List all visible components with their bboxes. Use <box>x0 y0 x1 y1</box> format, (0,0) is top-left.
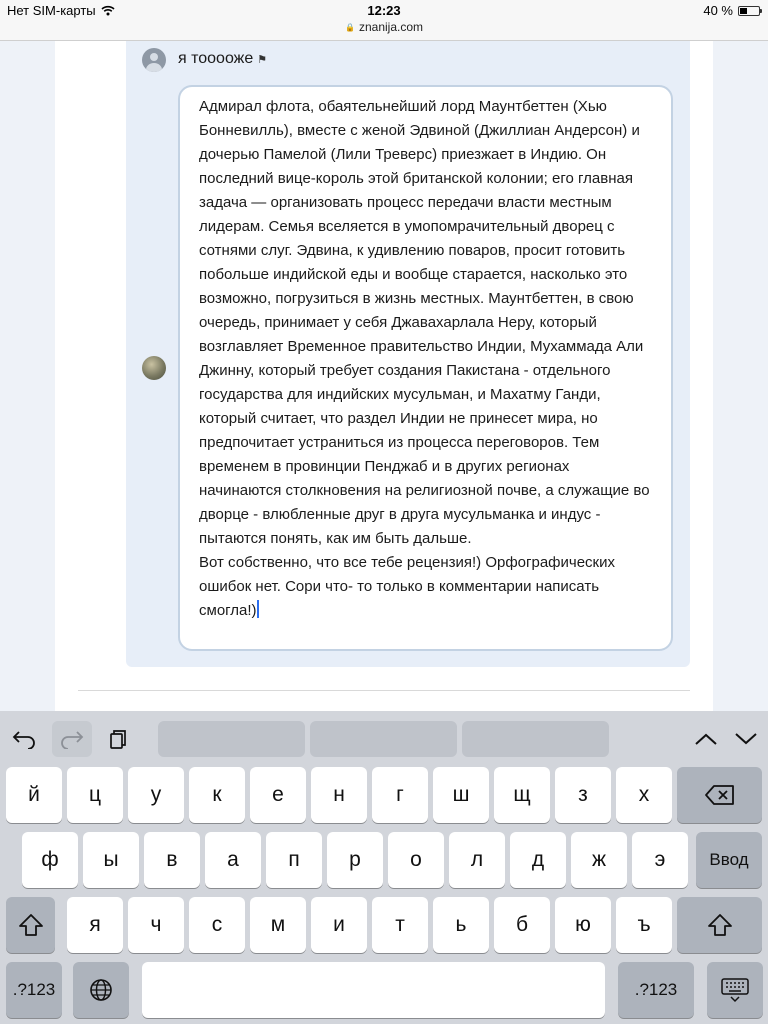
undo-icon[interactable] <box>6 721 42 757</box>
key-ц[interactable]: ц <box>67 767 123 823</box>
numbers-key-right-label: .?123 <box>634 980 678 999</box>
key-б[interactable]: б <box>494 897 550 953</box>
key-ь[interactable]: ь <box>433 897 489 953</box>
comment-paragraph-1: Адмирал флота, обаятельнейший лорд Маунтбеттен (Хью Бонневилль), вместе с женой Эдвиной (Джиллиан Андерсон) и дочерью Памелой (Лили Треверс) приезжает в Индию. Он последний вице-король этой британской колонии; его главная задача — организовать процесс передачи власти местным лидерам. Семья вселяется в умопомрачительный дворец с сотнями слуг. Эдвина, к удивлению поваров, просит готовить побольше индийской еды и вообще старается, насколько это возможно, погрузиться в жизнь местных. Маунтбеттен, в свою очередь, принимает у себя Джавахарлала Неру, который возглавляет Временное правительство Индии, Мухаммада Али Джинну, который требует создания Пакистана - отдельного государства для индийских мусульман, и Махатму Ганди, который считает, что раздел Индии не принесет мира, но предпочитает устраниться из процесса переговоров. Тем временем в провинции Пенджаб и в других регионах начинаются столкновения на религиозной почве, а служащие во дворце - влюбленные друг в друга мусульманка и индус - пытаются понять, как им быть дальше. <box>199 98 650 547</box>
key-д[interactable]: д <box>510 832 566 888</box>
username-text: я тооооже <box>178 50 254 67</box>
paste-icon[interactable] <box>98 721 138 757</box>
key-к[interactable]: к <box>189 767 245 823</box>
key-г[interactable]: г <box>372 767 428 823</box>
current-user-avatar <box>142 356 166 380</box>
enter-key-label: Ввод <box>709 850 749 869</box>
key-н[interactable]: н <box>311 767 367 823</box>
globe-icon[interactable] <box>73 962 129 1018</box>
comment-paragraph-2 <box>199 551 653 623</box>
clock: 12:23 <box>367 3 401 18</box>
url-bar[interactable] <box>0 20 768 34</box>
divider <box>78 690 690 691</box>
hide-keyboard-icon[interactable] <box>707 962 763 1018</box>
key-п[interactable]: п <box>266 832 322 888</box>
key-х[interactable]: х <box>616 767 672 823</box>
numbers-key-right[interactable] <box>618 962 694 1018</box>
text-caret <box>257 600 259 618</box>
suggestion-1[interactable] <box>158 721 305 757</box>
url-text: znanija.com <box>358 20 423 34</box>
enter-key[interactable] <box>696 832 762 888</box>
battery-fill <box>740 8 747 14</box>
key-в[interactable]: в <box>144 832 200 888</box>
key-с[interactable]: с <box>189 897 245 953</box>
key-ю[interactable]: ю <box>555 897 611 953</box>
numbers-key-left[interactable] <box>6 962 62 1018</box>
lock-icon: 🔒 <box>345 23 355 32</box>
key-щ[interactable]: щ <box>494 767 550 823</box>
key-т[interactable]: т <box>372 897 428 953</box>
key-э[interactable]: э <box>632 832 688 888</box>
suggestion-2[interactable] <box>310 721 457 757</box>
key-е[interactable]: е <box>250 767 306 823</box>
shift-key-left[interactable] <box>6 897 55 953</box>
key-л[interactable]: л <box>449 832 505 888</box>
chevron-down-icon[interactable] <box>728 721 764 757</box>
key-а[interactable]: а <box>205 832 261 888</box>
flag-icon[interactable]: ⚑ <box>257 54 268 66</box>
key-ч[interactable]: ч <box>128 897 184 953</box>
key-у[interactable]: у <box>128 767 184 823</box>
comment-paragraph-2-text: Вот собственно, что все тебе рецензия!) Орфографических ошибок нет. Сори что- то только в комментарии написать смогла!) <box>199 554 616 619</box>
onscreen-keyboard <box>0 711 768 1024</box>
key-й[interactable]: й <box>6 767 62 823</box>
key-о[interactable]: о <box>388 832 444 888</box>
suggestion-3[interactable] <box>462 721 609 757</box>
key-ф[interactable]: ф <box>22 832 78 888</box>
status-bar <box>0 0 768 41</box>
numbers-key-left-label: .?123 <box>12 980 56 999</box>
battery-icon <box>738 6 760 16</box>
key-м[interactable]: м <box>250 897 306 953</box>
comment-username[interactable] <box>178 50 267 68</box>
key-ж[interactable]: ж <box>571 832 627 888</box>
carrier-label: Нет SIM-карты <box>7 3 96 18</box>
space-key[interactable] <box>142 962 605 1018</box>
key-и[interactable]: и <box>311 897 367 953</box>
key-з[interactable]: з <box>555 767 611 823</box>
comment-textarea[interactable] <box>178 85 673 651</box>
key-р[interactable]: р <box>327 832 383 888</box>
battery-percent: 40 % <box>703 3 733 18</box>
chevron-up-icon[interactable] <box>688 721 724 757</box>
shift-key-right[interactable] <box>677 897 762 953</box>
key-ъ[interactable]: ъ <box>616 897 672 953</box>
redo-icon[interactable] <box>52 721 92 757</box>
key-ш[interactable]: ш <box>433 767 489 823</box>
user-avatar-placeholder-icon[interactable] <box>142 48 166 72</box>
status-right <box>703 3 760 18</box>
backspace-key[interactable] <box>677 767 762 823</box>
key-ы[interactable]: ы <box>83 832 139 888</box>
key-я[interactable]: я <box>67 897 123 953</box>
